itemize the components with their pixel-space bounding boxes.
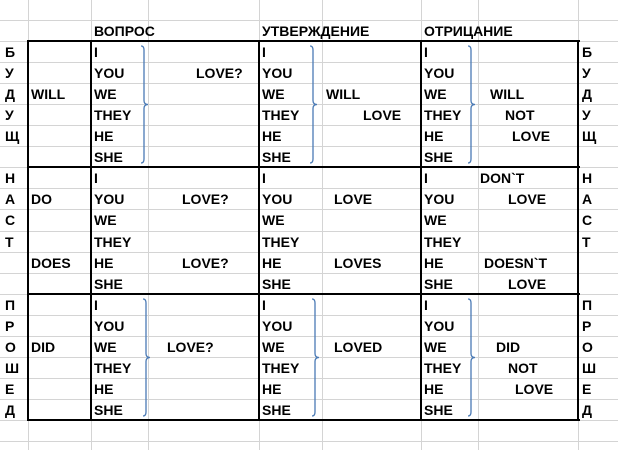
past-neg-brace xyxy=(467,298,477,417)
pronoun-affirmative: SHE xyxy=(262,276,291,292)
side-letter-right: Т xyxy=(582,234,591,250)
future-neg-verb: LOVE xyxy=(512,128,551,144)
present-neg-verb: LOVE xyxy=(508,191,547,207)
pronoun-question: THEY xyxy=(94,360,132,376)
side-letter-left: У xyxy=(5,107,14,123)
pronoun-question: YOU xyxy=(94,191,125,207)
side-letter-right: Ш xyxy=(582,360,597,376)
side-letter-left: Р xyxy=(5,318,15,334)
grid-row-line xyxy=(0,188,618,189)
pronoun-affirmative: YOU xyxy=(262,65,293,81)
side-letter-left: Н xyxy=(5,170,16,186)
pronoun-affirmative: HE xyxy=(262,128,282,144)
side-letter-right: У xyxy=(582,107,591,123)
past-neg-did: DID xyxy=(496,339,521,355)
pronoun-negative: YOU xyxy=(424,191,455,207)
section-border-horizontal xyxy=(28,166,580,168)
pronoun-negative: WE xyxy=(424,212,447,228)
grid-row-line xyxy=(0,399,618,400)
side-letter-left: П xyxy=(5,297,16,313)
side-letter-left: У xyxy=(5,65,14,81)
section-border-vertical xyxy=(420,40,422,421)
present-question-verb: LOVE? xyxy=(182,191,229,207)
side-letter-left: Д xyxy=(5,402,15,418)
pronoun-affirmative: THEY xyxy=(262,234,300,250)
future-question-verb: LOVE? xyxy=(196,65,243,81)
future-question-brace xyxy=(140,45,150,164)
grid-row-line xyxy=(0,378,618,379)
pronoun-question: SHE xyxy=(94,276,123,292)
pronoun-negative: I xyxy=(424,170,428,186)
past-aux-did: DID xyxy=(31,339,56,355)
pronoun-affirmative: SHE xyxy=(262,149,291,165)
pronoun-negative: HE xyxy=(424,255,444,271)
future-affirm-verb: LOVE xyxy=(363,107,402,123)
pronoun-affirmative: WE xyxy=(262,212,285,228)
grid-row-line xyxy=(0,231,618,232)
present-question-verb: LOVE? xyxy=(182,255,229,271)
header-affirmative: УТВЕРЖДЕНИЕ xyxy=(262,23,370,39)
section-border-horizontal xyxy=(28,419,580,421)
future-aux-will: WILL xyxy=(31,86,66,102)
present-aux-do: DO xyxy=(31,191,52,207)
pronoun-affirmative: SHE xyxy=(262,402,291,418)
side-letter-right: П xyxy=(582,297,593,313)
future-neg-brace xyxy=(467,45,477,164)
pronoun-question: I xyxy=(94,297,98,313)
side-letter-right: Д xyxy=(582,86,592,102)
pronoun-question: SHE xyxy=(94,402,123,418)
header-negative: ОТРИЦАНИЕ xyxy=(424,23,513,39)
pronoun-negative: SHE xyxy=(424,149,453,165)
side-letter-right: Д xyxy=(582,402,592,418)
side-letter-left: Б xyxy=(5,44,16,60)
pronoun-negative: SHE xyxy=(424,402,453,418)
pronoun-question: THEY xyxy=(94,234,132,250)
grid-row-line xyxy=(0,336,618,337)
pronoun-question: THEY xyxy=(94,107,132,123)
present-affirm-verb: LOVE xyxy=(334,191,373,207)
section-border-horizontal xyxy=(28,40,580,42)
side-letter-right: Б xyxy=(582,44,593,60)
pronoun-affirmative: I xyxy=(262,297,266,313)
pronoun-negative: HE xyxy=(424,128,444,144)
side-letter-right: Р xyxy=(582,318,592,334)
grid-row-line xyxy=(0,357,618,358)
side-letter-left: Щ xyxy=(5,128,20,144)
grid-row-line xyxy=(0,441,618,442)
side-letter-left: О xyxy=(5,339,16,355)
side-letter-right: Е xyxy=(582,381,592,397)
grid-row-line xyxy=(0,273,618,274)
present-neg-doesnt: DOESN`T xyxy=(484,255,547,271)
pronoun-affirmative: HE xyxy=(262,381,282,397)
pronoun-negative: THEY xyxy=(424,234,462,250)
pronoun-negative: THEY xyxy=(424,360,462,376)
pronoun-question: WE xyxy=(94,339,117,355)
header-question: ВОПРОС xyxy=(94,23,155,39)
future-affirm-brace xyxy=(309,45,319,164)
pronoun-negative: I xyxy=(424,44,428,60)
pronoun-question: HE xyxy=(94,128,114,144)
grid-row-line xyxy=(0,252,618,253)
grid-col-line xyxy=(322,0,323,450)
present-neg-verb: LOVE xyxy=(508,276,547,292)
present-aux-does: DOES xyxy=(31,255,71,271)
pronoun-question: HE xyxy=(94,381,114,397)
past-question-brace xyxy=(142,298,152,417)
side-letter-left: Т xyxy=(5,234,14,250)
grid-row-line xyxy=(0,20,618,21)
present-neg-dont: DON`T xyxy=(480,170,525,186)
side-letter-right: С xyxy=(582,212,593,228)
section-border-horizontal xyxy=(28,293,580,295)
future-neg-aux: WILL xyxy=(490,86,525,102)
pronoun-question: HE xyxy=(94,255,114,271)
section-border-vertical xyxy=(27,40,29,421)
side-letter-right: У xyxy=(582,65,591,81)
section-border-vertical xyxy=(90,40,92,421)
section-border-vertical xyxy=(258,40,260,421)
pronoun-negative: WE xyxy=(424,86,447,102)
pronoun-question: I xyxy=(94,170,98,186)
side-letter-left: А xyxy=(5,191,16,207)
grid-row-line xyxy=(0,209,618,210)
past-affirm-verb: LOVED xyxy=(334,339,383,355)
section-border-vertical xyxy=(577,40,579,421)
side-letter-left: Д xyxy=(5,86,15,102)
future-neg-not: NOT xyxy=(505,107,535,123)
past-question-verb: LOVE? xyxy=(167,339,214,355)
pronoun-negative: SHE xyxy=(424,276,453,292)
side-letter-right: О xyxy=(582,339,593,355)
pronoun-question: I xyxy=(94,44,98,60)
pronoun-question: SHE xyxy=(94,149,123,165)
grid-col-line xyxy=(478,0,479,450)
grid-row-line xyxy=(0,315,618,316)
pronoun-negative: YOU xyxy=(424,65,455,81)
pronoun-negative: THEY xyxy=(424,107,462,123)
past-neg-verb: LOVE xyxy=(515,381,554,397)
past-affirm-brace xyxy=(311,298,321,417)
pronoun-negative: HE xyxy=(424,381,444,397)
pronoun-affirmative: I xyxy=(262,170,266,186)
present-affirm-verb: LOVES xyxy=(334,255,382,271)
pronoun-question: YOU xyxy=(94,65,125,81)
pronoun-affirmative: YOU xyxy=(262,318,293,334)
pronoun-affirmative: WE xyxy=(262,339,285,355)
side-letter-right: Н xyxy=(582,170,593,186)
future-affirm-aux: WILL xyxy=(326,86,361,102)
side-letter-left: Е xyxy=(5,381,15,397)
pronoun-negative: I xyxy=(424,297,428,313)
side-letter-left: С xyxy=(5,212,16,228)
pronoun-negative: WE xyxy=(424,339,447,355)
side-letter-right: А xyxy=(582,191,593,207)
pronoun-affirmative: YOU xyxy=(262,191,293,207)
pronoun-affirmative: HE xyxy=(262,255,282,271)
pronoun-question: YOU xyxy=(94,318,125,334)
pronoun-negative: YOU xyxy=(424,318,455,334)
pronoun-affirmative: WE xyxy=(262,86,285,102)
pronoun-question: WE xyxy=(94,86,117,102)
pronoun-affirmative: I xyxy=(262,44,266,60)
side-letter-right: Щ xyxy=(582,128,597,144)
side-letter-left: Ш xyxy=(5,360,20,376)
pronoun-affirmative: THEY xyxy=(262,360,300,376)
pronoun-affirmative: THEY xyxy=(262,107,300,123)
pronoun-question: WE xyxy=(94,212,117,228)
past-neg-not: NOT xyxy=(508,360,538,376)
